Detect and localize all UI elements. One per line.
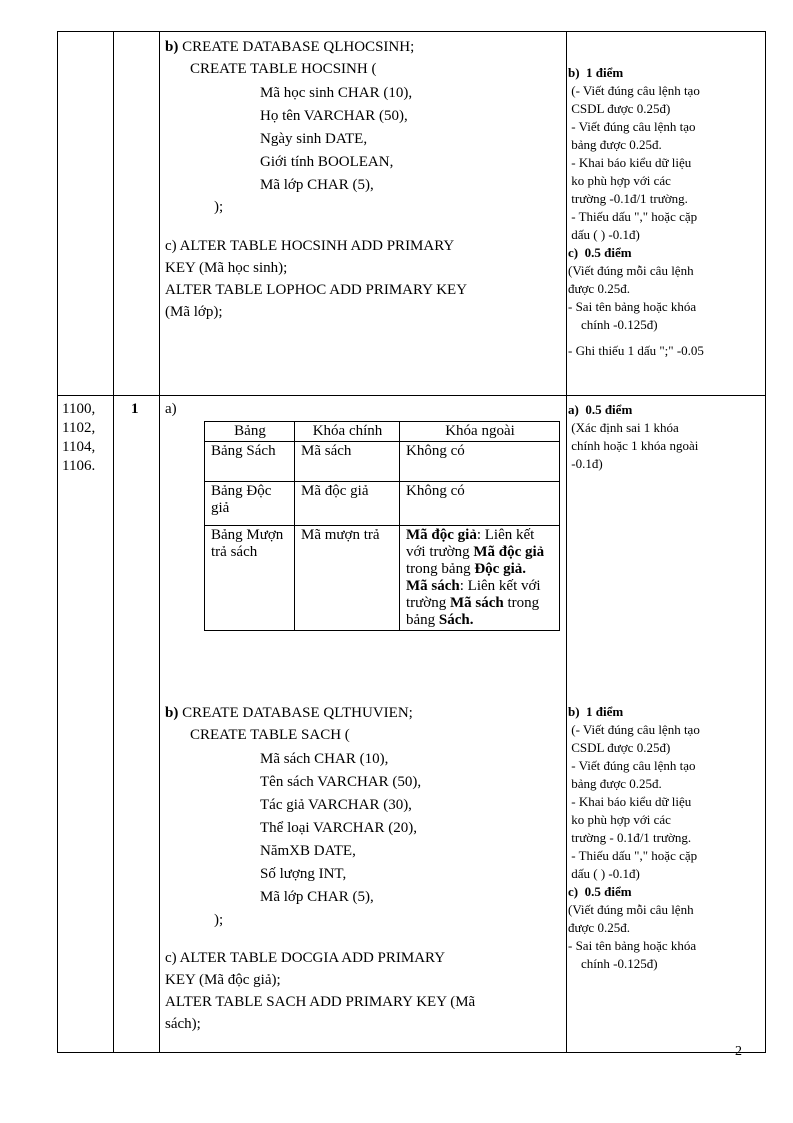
row-divider [57,395,766,396]
scoring-line: trường - 0.1đ/1 trường. [568,830,692,845]
sql-line: Mã sách CHAR (10), [260,751,389,767]
cell-table: Bảng Độc giả [205,482,295,526]
answer-b-label: b) [165,705,179,721]
scoring-line: bảng được 0.25đ. [568,137,662,152]
scoring-line: dấu ( ) -0.1đ) [568,866,640,881]
sql-line: CREATE DATABASE QLTHUVIEN; [178,705,413,721]
scoring-line: (- Viết đúng câu lệnh tạo [568,722,700,737]
sql-line: KEY (Mã học sinh); [165,260,288,276]
scoring-line: - Ghi thiếu 1 dấu ";" -0.05 [568,343,704,358]
cell-foreign: Không có [400,482,560,526]
scoring-line: - Sai tên bảng hoặc khóa [568,938,697,953]
scoring-line: chính -0.125đ) [568,956,658,971]
sql-line: Mã lớp CHAR (5), [260,889,374,905]
col-border-left [57,31,58,1052]
sql-line: KEY (Mã độc giả); [165,972,281,988]
scoring-line: (Viết đúng mỗi câu lệnh [568,263,694,278]
scoring-line: chính hoặc 1 khóa ngoài [568,438,699,453]
page-number: 2 [735,1044,742,1059]
scoring-line: trường -0.1đ/1 trường. [568,191,688,206]
cell-primary: Mã sách [295,442,400,482]
cell-table: Bảng Mượn trả sách [205,526,295,631]
scoring-line: b) 1 điểm [568,704,624,719]
col-border-3 [159,31,160,1052]
fk-name: Mã sách [406,578,460,594]
header-foreign-key: Khóa ngoài [400,422,560,442]
scoring-line: - Sai tên bảng hoặc khóa [568,299,697,314]
col-border-right [765,31,766,1052]
sql-line: Họ tên VARCHAR (50), [260,108,408,124]
sql-line: Mã lớp CHAR (5), [260,177,374,193]
sql-line: Tác giả VARCHAR (30), [260,797,412,813]
table-header-row [205,422,560,442]
sql-line: sách); [165,1016,201,1032]
scoring-line: CSDL được 0.25đ) [568,101,671,116]
answer-b-label: b) [165,39,179,55]
sql-line: ALTER TABLE LOPHOC ADD PRIMARY KEY [165,282,468,298]
table-top-border [57,31,766,32]
scoring-line: (- Viết đúng câu lệnh tạo [568,83,700,98]
cell-table: Bảng Sách [205,442,295,482]
scoring-line: c) 0.5 điểm [568,245,632,260]
fk-field: Mã sách [449,595,504,611]
sql-line: Số lượng INT, [260,866,347,882]
cell-primary: Mã mượn trả [295,526,400,631]
sql-line: c) ALTER TABLE HOCSINH ADD PRIMARY [165,238,455,254]
sql-line: Mã học sinh CHAR (10), [260,85,413,101]
sql-line: ALTER TABLE SACH ADD PRIMARY KEY (Mã [165,994,476,1010]
sql-line: Giới tính BOOLEAN, [260,154,394,170]
scoring-line: -0.1đ) [568,456,603,471]
scoring-line: ko phù hợp với các [568,173,671,188]
scoring-line: - Thiếu dấu "," hoặc cặp [568,209,698,224]
question-code: 1100, [62,401,96,417]
scoring-line: - Viết đúng câu lệnh tạo [568,758,696,773]
fk-text: : Liên kết với trường [406,527,535,560]
sql-line: Thể loại VARCHAR (20), [260,820,417,836]
fk-field: Mã độc giả [473,544,545,560]
sql-line: Tên sách VARCHAR (50), [260,774,422,790]
table-bottom-border [57,1052,766,1053]
scoring-line: dấu ( ) -0.1đ) [568,227,640,242]
scoring-line: (Xác định sai 1 khóa [568,420,679,435]
scoring-line: CSDL được 0.25đ) [568,740,671,755]
col-border-2 [113,31,114,1052]
keys-table [204,421,560,631]
question-number: 1 [131,401,139,417]
cell-foreign [400,526,560,631]
fk-text: trong bảng [406,595,540,628]
sql-line: Ngày sinh DATE, [260,131,368,147]
question-code: 1104, [62,439,96,455]
sql-line: ); [214,912,224,928]
scoring-line: - Khai báo kiểu dữ liệu [568,155,692,170]
sql-line: (Mã lớp); [165,304,223,320]
answer-a-label: a) [165,401,177,417]
question-code: 1106. [62,458,96,474]
sql-line: NămXB DATE, [260,843,356,859]
fk-name: Mã độc giả [406,527,477,543]
sql-line: CREATE TABLE SACH ( [190,727,350,743]
scoring-line: được 0.25đ. [568,920,630,935]
col-border-4 [566,31,567,1052]
question-code: 1102, [62,420,96,436]
cell-foreign: Không có [400,442,560,482]
scoring-line: ko phù hợp với các [568,812,671,827]
sql-line: CREATE TABLE HOCSINH ( [190,61,377,77]
fk-text: trong bảng [406,561,475,577]
table-row [205,526,560,631]
header-table: Bảng [205,422,295,442]
sql-line: CREATE DATABASE QLHOCSINH; [178,39,415,55]
table-row [205,442,560,482]
sql-line: ); [214,199,224,215]
scoring-line: b) 1 điểm [568,65,624,80]
scoring-line: - Thiếu dấu "," hoặc cặp [568,848,698,863]
table-row [205,482,560,526]
scoring-line: (Viết đúng mỗi câu lệnh [568,902,694,917]
fk-table: Sách. [438,612,474,628]
scoring-line: c) 0.5 điểm [568,884,632,899]
fk-table: Độc giả. [474,561,526,577]
scoring-line: bảng được 0.25đ. [568,776,662,791]
scoring-line: được 0.25đ. [568,281,630,296]
scoring-line: a) 0.5 điểm [568,402,633,417]
header-primary-key: Khóa chính [295,422,400,442]
scoring-line: chính -0.125đ) [568,317,658,332]
scoring-line: - Khai báo kiểu dữ liệu [568,794,692,809]
scoring-line: - Viết đúng câu lệnh tạo [568,119,696,134]
cell-primary: Mã độc giả [295,482,400,526]
fk-text: : Liên kết với trường [406,578,541,611]
sql-line: c) ALTER TABLE DOCGIA ADD PRIMARY [165,950,446,966]
